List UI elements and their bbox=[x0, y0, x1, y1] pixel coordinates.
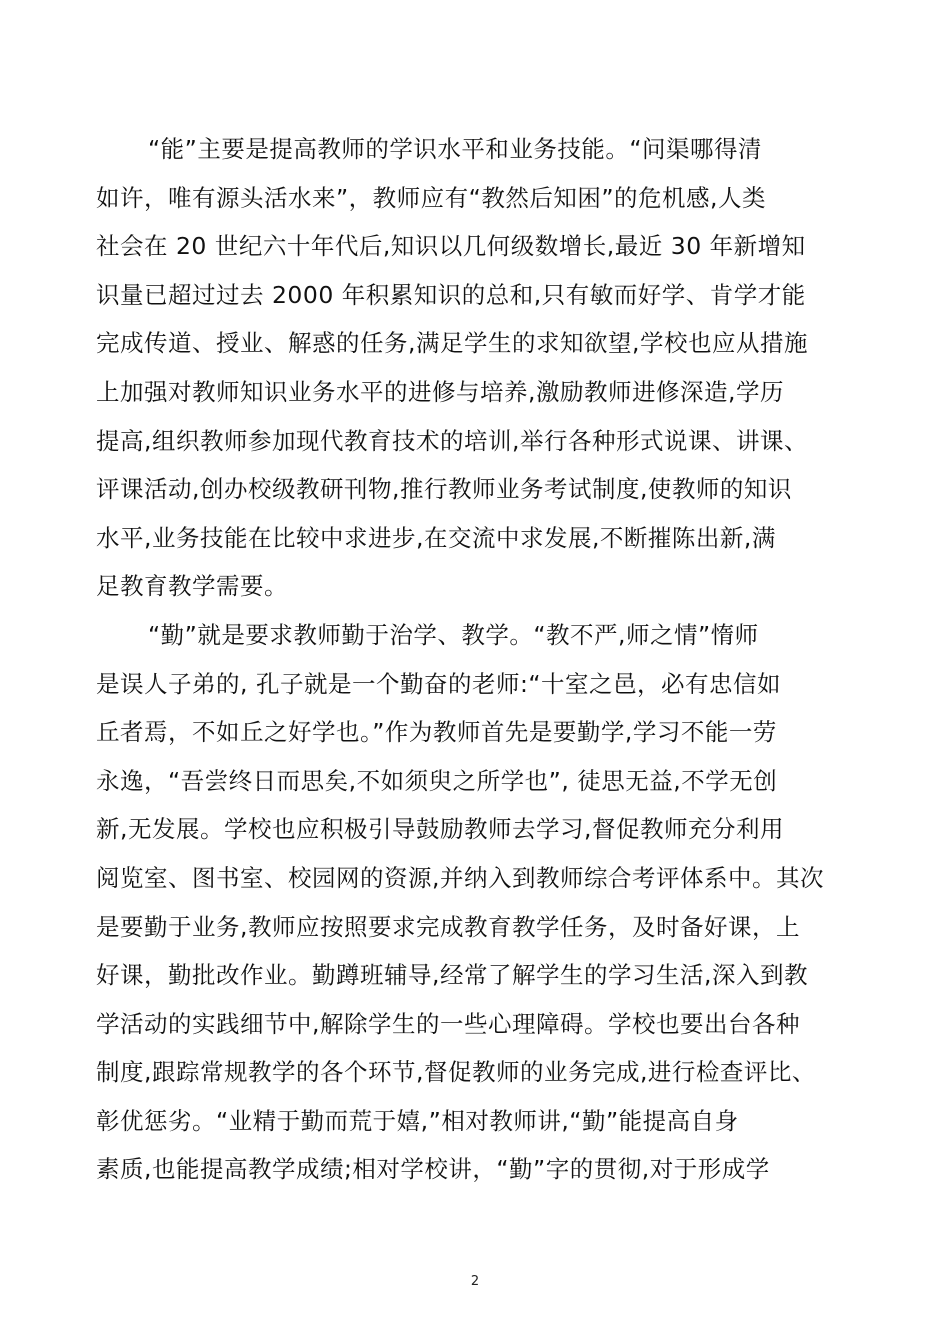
text-line: 新,无发展。学校也应积极引导鼓励教师去学习,督促教师充分利用 bbox=[96, 815, 784, 844]
text-line: 丘者焉，不如丘之好学也。”作为教师首先是要勤学,学习不能一劳 bbox=[96, 718, 777, 747]
text-line: 足教育教学需要。 bbox=[96, 572, 288, 601]
text-line: 如许，唯有源头活水来”，教师应有“教然后知困”的危机感,人类 bbox=[96, 183, 766, 212]
body-text bbox=[96, 125, 896, 1194]
text-line: 是要勤于业务,教师应按照要求完成教育教学任务，及时备好课，上 bbox=[96, 912, 800, 941]
text-line: 制度,跟踪常规教学的各个环节,督促教师的业务完成,进行检查评比、 bbox=[96, 1058, 816, 1087]
text-line: 提高,组织教师参加现代教育技术的培训,举行各种形式说课、讲课、 bbox=[96, 426, 808, 455]
text-line: 好课，勤批改作业。勤蹲班辅导,经常了解学生的学习生活,深入到教 bbox=[96, 961, 808, 990]
text-line: 水平,业务技能在比较中求进步,在交流中求发展,不断摧陈出新,满 bbox=[96, 523, 776, 552]
text-line: “勤”就是要求教师勤于治学、教学。“教不严,师之情”惰师 bbox=[148, 620, 759, 649]
paragraph-neng bbox=[96, 125, 896, 611]
paragraph-qin bbox=[96, 611, 896, 1194]
text-line: 彰优惩劣。“业精于勤而荒于嬉,”相对教师讲,“勤”能提高自身 bbox=[96, 1106, 739, 1135]
text-line: 评课活动,创办校级教研刊物,推行教师业务考试制度,使教师的知识 bbox=[96, 475, 792, 504]
text-line: 永逸，“吾尝终日而思矣,不如须臾之所学也”, 徒思无益,不学无创 bbox=[96, 766, 778, 795]
text-line: “能”主要是提高教师的学识水平和业务技能。“问渠哪得清 bbox=[148, 135, 763, 163]
text-line: 上加强对教师知识业务水平的进修与培养,激励教师进修深造,学历 bbox=[96, 377, 784, 406]
page-number: 2 bbox=[470, 1274, 480, 1289]
text-line: 阅览室、图书室、校园网的资源,并纳入到教师综合考评体系中。其次 bbox=[96, 863, 824, 892]
text-line: 学活动的实践细节中,解除学生的一些心理障碍。学校也要出台各种 bbox=[96, 1009, 800, 1038]
text-line: 完成传道、授业、解惑的任务,满足学生的求知欲望,学校也应从措施 bbox=[96, 329, 808, 358]
text-line: 社会在 20 世纪六十年代后,知识以几何级数增长,最近 30 年新增知 bbox=[96, 232, 806, 261]
text-line: 素质,也能提高教学成绩;相对学校讲，“勤”字的贯彻,对于形成学 bbox=[96, 1155, 770, 1184]
text-line: 识量已超过过去 2000 年积累知识的总和,只有敏而好学、肯学才能 bbox=[96, 280, 806, 309]
text-line: 是误人子弟的, 孔子就是一个勤奋的老师:“十室之邑，必有忠信如 bbox=[96, 669, 782, 698]
